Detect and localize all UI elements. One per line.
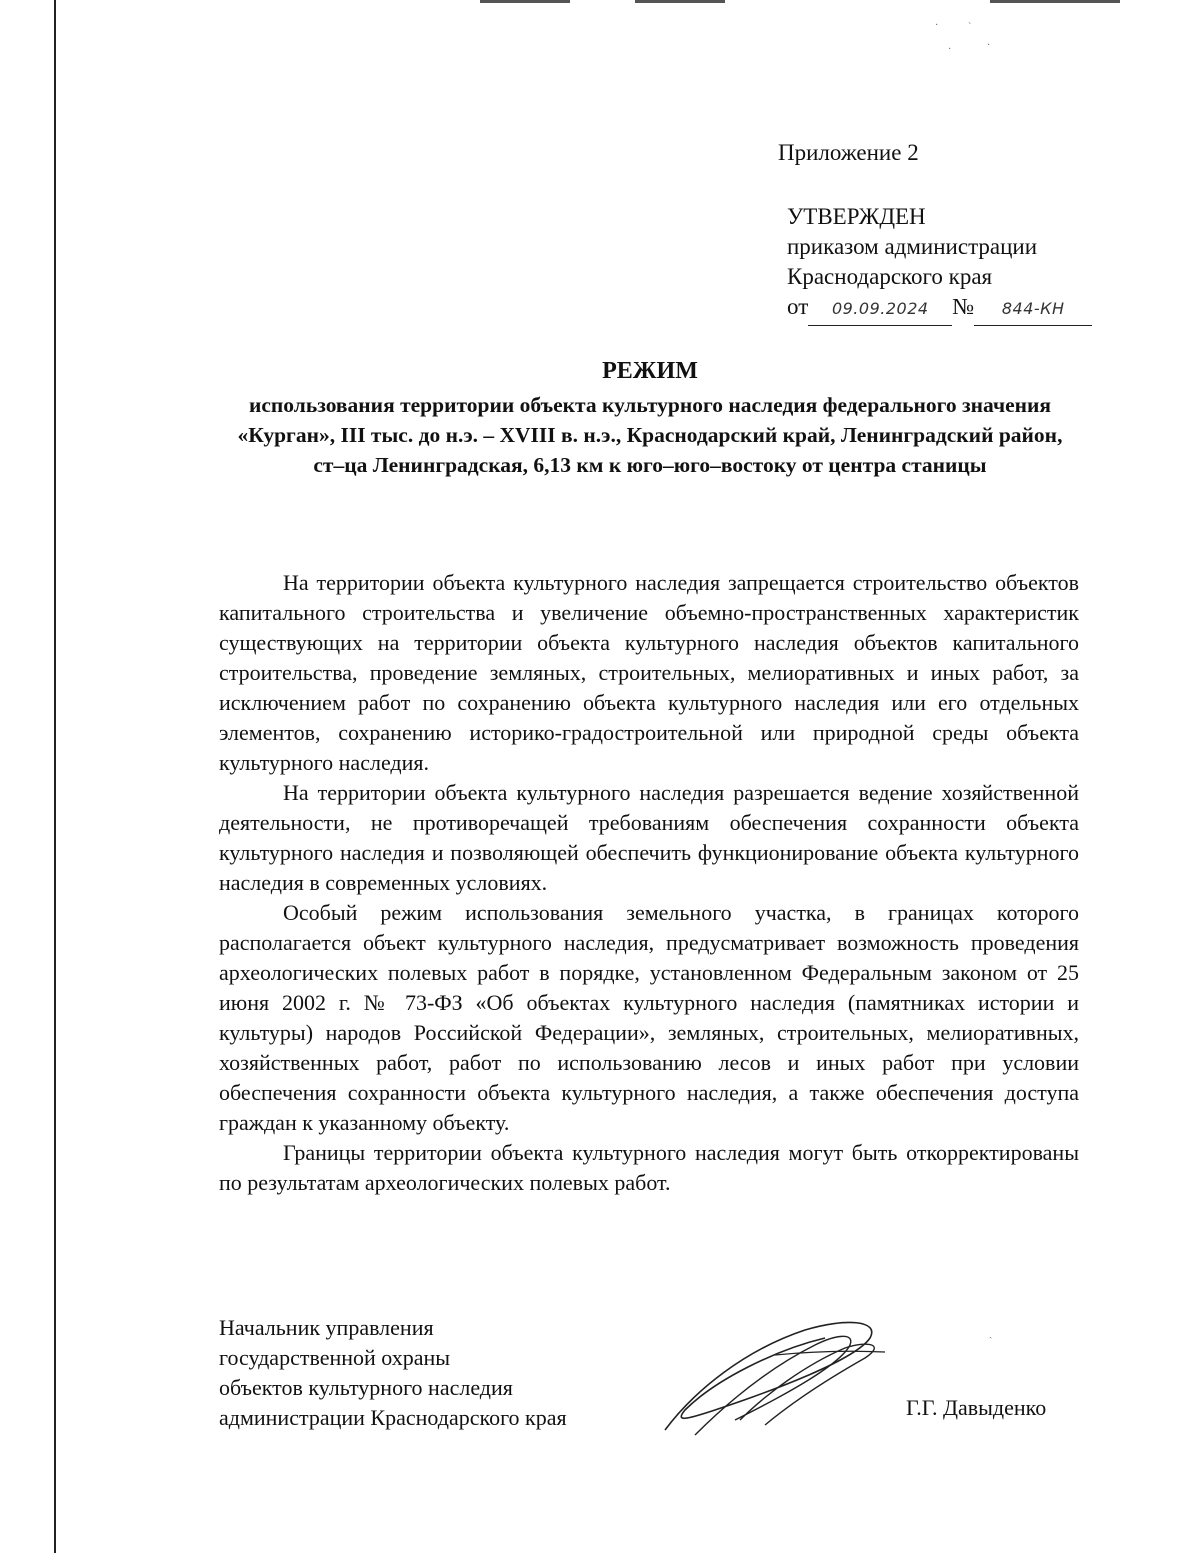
appendix-label: Приложение 2: [778, 140, 919, 165]
top-scan-mark: [480, 0, 570, 3]
handwritten-number: 844-КН: [974, 294, 1092, 326]
scan-speck: ˋ: [968, 22, 972, 33]
scan-speck: ·: [987, 40, 991, 51]
document-title: РЕЖИМ: [602, 358, 698, 384]
body-paragraph: Особый режим использования земельного участка, в границах которого располагается объект культурного наследия, предусматривает возможность проведения археологических полевых работ в порядке, установленном Федеральным законом от 25 июня 2002 г. № 73-ФЗ «Об объектах культурного наследия (памятниках истории и культуры) народов Российской Федерации», земляных, строительных, мелиоративных, хозяйственных работ, работ по использованию лесов и иных работ при условии обеспечения сохранности объекта культурного наследия, а также обеспечения доступа граждан к указанному объекту.: [219, 900, 1079, 1135]
handwritten-signature: [655, 1310, 895, 1450]
position-line: Начальник управления: [219, 1315, 434, 1340]
approval-stamp: [787, 202, 1092, 326]
position-line: государственной охраны: [219, 1345, 451, 1370]
body-paragraph: Границы территории объекта культурного наследия могут быть откорректированы по результатам археологических полевых работ.: [219, 1140, 1079, 1195]
scan-speck: ·: [948, 44, 952, 55]
page-left-edge: [54, 0, 56, 1553]
signer-name: Г.Г. Давыденко: [906, 1395, 1047, 1420]
position-line: объектов культурного наследия: [219, 1375, 513, 1400]
top-scan-mark: [990, 0, 1120, 3]
date-prefix: от: [787, 294, 809, 319]
approved-by-line: приказом администрации: [787, 234, 1038, 259]
body-paragraph: На территории объекта культурного наследия разрешается ведение хозяйственной деятельности, не противоречащей требованиям обеспечения сохранности объекта культурного наследия и позволяющей обеспечить функционирование объекта культурного наследия в современных условиях.: [219, 780, 1079, 895]
body-paragraph: На территории объекта культурного наследия запрещается строительство объектов капитального строительства и увеличение объемно-пространственных характеристик существующих на территории объекта культурного наследия объектов капитального строительства, проведение земляных, строительных, мелиоративных и иных работ, за исключением работ по сохранению объекта культурного наследия или его отдельных элементов, сохранению историко-градостроительной или природной среды объекта культурного наследия.: [219, 570, 1079, 775]
order-date-line: [787, 292, 1092, 326]
scan-speck: ·: [935, 20, 939, 31]
document-subtitle: использования территории объекта культурного наследия федерального значения «Курган», III тыс. до н.э. – XVIII в. н.э., Краснодарский край, Ленинградский район, ст–ца Ленинградская, 6,13 км к юго–юго–востоку от центра станицы: [237, 393, 1063, 477]
scan-speck: ˎ: [989, 1328, 993, 1339]
approved-by-line: Краснодарского края: [787, 264, 993, 289]
number-prefix: №: [952, 294, 975, 319]
handwritten-date: 09.09.2024: [808, 294, 952, 326]
document-body: [219, 568, 1079, 1198]
top-scan-mark: [635, 0, 725, 3]
signatory-position: [219, 1313, 567, 1433]
approved-label: УТВЕРЖДЕН: [787, 204, 926, 229]
position-line: администрации Краснодарского края: [219, 1405, 567, 1430]
